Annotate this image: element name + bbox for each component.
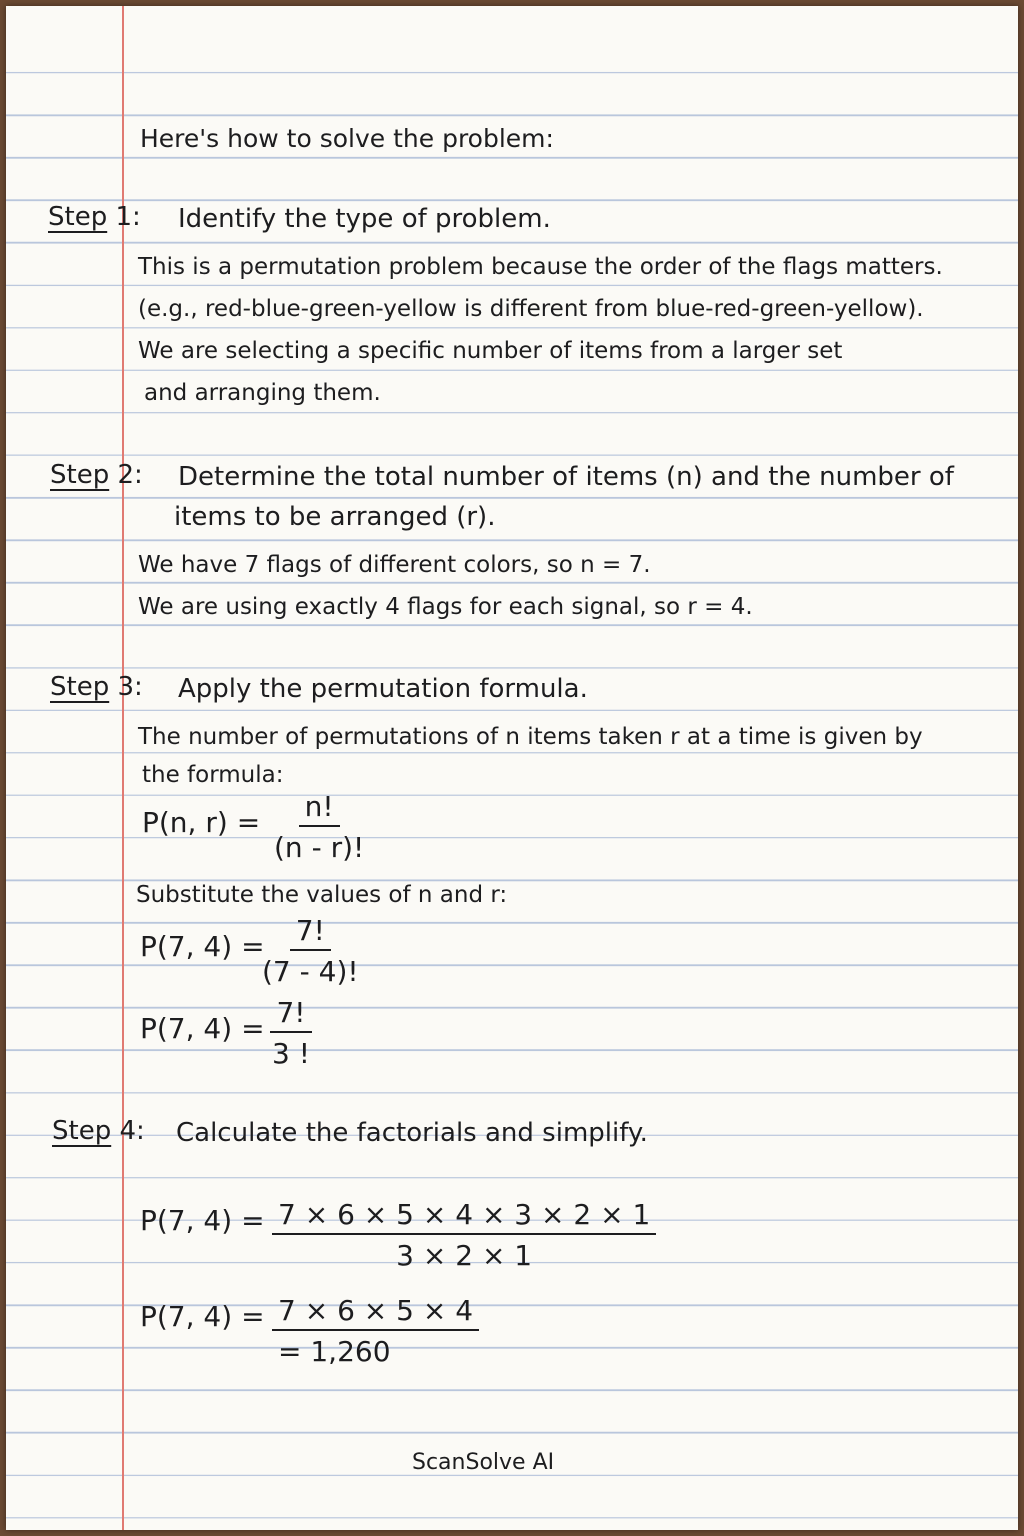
step4-eq1-lhs: P(7, 4) = xyxy=(140,1204,265,1237)
step1-number: 1: xyxy=(115,202,141,232)
step3-eq2-denominator: 3 ! xyxy=(272,1037,310,1070)
step1-heading xyxy=(48,202,141,232)
step4-eq1-denominator: 3 × 2 × 1 xyxy=(396,1239,533,1272)
step2-line-2: We are using exactly 4 flags for each signal, so r = 4. xyxy=(138,594,753,620)
formula-denominator: (n - r)! xyxy=(274,831,365,864)
step4-title: Calculate the factorials and simplify. xyxy=(176,1118,648,1148)
step1-line-4: and arranging them. xyxy=(144,380,381,406)
substitute-text: Substitute the values of n and r: xyxy=(136,882,508,908)
step2-number: 2: xyxy=(117,460,143,490)
step3-title: Apply the permutation formula. xyxy=(178,674,588,704)
step3-eq2-numerator: 7! xyxy=(270,996,311,1033)
step3-heading xyxy=(50,672,143,702)
step4-eq2-numerator: 7 × 6 × 5 × 4 xyxy=(272,1294,479,1331)
formula-fraction xyxy=(268,790,370,864)
notebook-page xyxy=(6,6,1018,1530)
step1-line-1: This is a permutation problem because the order of the flags matters. xyxy=(138,254,943,280)
step4-heading xyxy=(52,1116,145,1146)
step3-eq1-denominator: (7 - 4)! xyxy=(262,955,359,988)
step3-number: 3: xyxy=(117,672,143,702)
step4-eq2-result: = 1,260 xyxy=(278,1335,391,1368)
formula-lhs: P(n, r) = xyxy=(142,806,261,839)
step3-line-2: the formula: xyxy=(142,762,284,788)
step4-label: Step xyxy=(52,1116,112,1146)
step1-title: Identify the type of problem. xyxy=(178,204,551,234)
step2-title: Determine the total number of items (n) and the number of xyxy=(178,462,954,492)
step3-label: Step xyxy=(50,672,110,702)
formula-numerator: n! xyxy=(299,790,340,827)
step2-line-1: We have 7 flags of different colors, so n = 7. xyxy=(138,552,651,578)
margin-line xyxy=(122,6,124,1530)
footer-brand: ScanSolve AI xyxy=(412,1450,555,1475)
step3-line-1: The number of permutations of n items taken r at a time is given by xyxy=(138,724,923,750)
step2-label: Step xyxy=(50,460,110,490)
step4-eq1-fraction xyxy=(272,1198,656,1272)
step3-eq1-numerator: 7! xyxy=(290,914,331,951)
step1-label: Step xyxy=(48,202,108,232)
step3-eq2-lhs: P(7, 4) = xyxy=(140,1012,265,1045)
step4-eq2-lhs: P(7, 4) = xyxy=(140,1300,265,1333)
step2-title-cont: items to be arranged (r). xyxy=(174,502,496,532)
step2-heading xyxy=(50,460,143,490)
step3-eq2-fraction xyxy=(266,996,316,1070)
step4-number: 4: xyxy=(119,1116,145,1146)
step1-line-3: We are selecting a specific number of items from a larger set xyxy=(138,338,843,364)
step3-eq1-fraction xyxy=(256,914,365,988)
step4-eq1-numerator: 7 × 6 × 5 × 4 × 3 × 2 × 1 xyxy=(272,1198,656,1235)
intro-text: Here's how to solve the problem: xyxy=(140,124,554,153)
step4-eq2-fraction xyxy=(272,1294,479,1368)
step1-line-2: (e.g., red-blue-green-yellow is different from blue-red-green-yellow). xyxy=(138,296,924,322)
step3-eq1-lhs: P(7, 4) = xyxy=(140,930,265,963)
